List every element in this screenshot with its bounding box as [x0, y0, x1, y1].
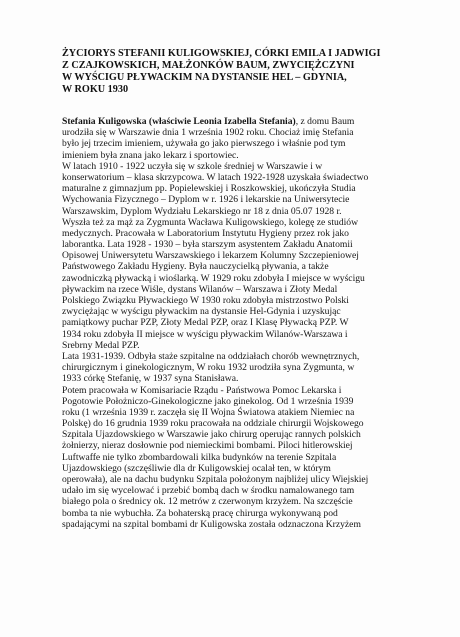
body-line: Szpitala Ujazdowskiego w Warszawie jako chirurg operując rannych polskich	[62, 429, 361, 441]
body-line: bomba ta nie wybuchła. Za bohaterską pracę chirurga wykonywaną pod	[62, 507, 338, 519]
body-line: Srebrny Medal PZP.	[62, 339, 140, 351]
lead-name: Stefania Kuligowska (właściwie Leonia Izabella Stefania)	[62, 116, 296, 127]
body-line: zawodniczką pływacką i wioślarką. W 1929 roku zdobyła I miejsce w wyścigu	[62, 272, 365, 284]
body-line: Ujazdowskiego (szczęśliwie dla dr Kuligowskiej ocalał ten, w którym	[62, 462, 331, 474]
body-line: Potem pracowała w Komisariacie Rządu - Państwowa Pomoc Lekarska i	[62, 384, 342, 396]
document-title	[62, 48, 432, 96]
body-line: Opisowej Uniwersytetu Warszawskiego i lekarzem Kolumny Szczepieniowej	[62, 250, 359, 262]
body-line: Państwowego Zakładu Hygieny. Była nauczycielką pływania, a także	[62, 261, 329, 273]
body-line: Polskiego Związku Pływackiego W 1930 roku zdobyła mistrzostwo Polski	[62, 295, 349, 306]
body-line: W latach 1910 - 1922 uczyła się w szkole średniej w Warszawie i w	[62, 160, 323, 172]
body-line: laborantka. Lata 1928 - 1930 – była starszym asystentem Zakładu Anatomii	[62, 239, 353, 251]
body-line: Luftwaffe nie tylko zbombardowali kilka budynków na terenie Szpitala	[62, 451, 337, 463]
body-line: pływackim na rzece Wiśle, dystans Wilanów – Warszawa i Złoty Medal	[62, 283, 338, 295]
body-line: medycznych. Pracowała w Laboratorium Instytutu Hygieny przez rok jako	[62, 227, 349, 239]
body-line: było jej trzecim imieniem, używała go jako pierwszego i właśnie pod tym	[62, 138, 346, 150]
body-line: chirurgicznym i ginekologicznym, W roku 1932 urodziła syna Zygmunta, w	[62, 362, 355, 374]
body-line: białego pola o średnicy ok. 12 metrów z czerwonym krzyżem. Na szczęście	[62, 496, 353, 508]
body-line: żołnierzy, nieraz dosłownie pod niemieckimi bombami. Piloci hitlerowskiej	[62, 440, 353, 452]
document-body	[62, 116, 438, 530]
body-line: 1933 córkę Stefanię, w 1937 syna Stanisława.	[62, 373, 239, 385]
body-line: operowała), ale na dachu budynku Szpitala położonym najbliżej ulicy Wiejskiej	[62, 474, 369, 485]
title-line: ŻYCIORYS STEFANII KULIGOWSKIEJ, CÓRKI EMILA I JADWIGI	[62, 48, 381, 59]
body-line: roku (1 września 1939 r. zaczęła się II Wojna Światowa atakiem Niemiec na	[62, 406, 355, 418]
body-line: 1934 roku zdobyła II miejsce w wyścigu pływackim Wilanów-Warszawa i	[62, 328, 348, 340]
body-line: zwyciężając w wyścigu pływackim na dystansie Hel-Gdynia i uzyskując	[62, 306, 341, 318]
title-line: W WYŚCIGU PŁYWACKIM NA DYSTANSIE HEL – GDYNIA,	[62, 72, 347, 83]
body-line: Polskę) do 16 grudnia 1939 roku pracowała na oddziale chirurgii Wojskowego	[62, 418, 364, 430]
body-line: pamiątkowy puchar PZP, Złoty Medal PZP, oraz I Klasę Pływacką PZP. W	[62, 317, 349, 329]
body-line: spadającymi na szpital bombami dr Kuligowska została odznaczona Krzyżem	[62, 518, 361, 530]
title-line: Z CZAJKOWSKICH, MAŁŻONKÓW BAUM, ZWYCIĘŻCZYNI	[62, 60, 355, 71]
body-line: udało im się wycelować i przebić bombą dach w środku namalowanego tam	[62, 485, 355, 497]
body-line: Lata 1931-1939. Odbyła staże szpitalne na oddziałach chorób wewnętrznych,	[62, 350, 360, 362]
body-line: Warszawskim, Dyplom Wydziału Lekarskiego nr 18 z dnia 05.07 1928 r.	[62, 205, 342, 217]
lead-line	[62, 116, 438, 127]
title-line: W ROKU 1930	[62, 84, 129, 95]
body-line: konserwatorium – klasa skrzypcowa. W latach 1922-1928 uzyskała świadectwo	[62, 171, 369, 183]
body-line: Pogotowie Położniczo-Ginekologiczne jako ginekolog. Od 1 września 1939	[62, 395, 354, 407]
body-line: urodziła się w Warszawie dnia 1 września 1902 roku. Chociaż imię Stefania	[62, 127, 354, 139]
body-line: imieniem była znana jako lekarz i sportowiec.	[62, 149, 239, 161]
body-line: Wychowania Fizycznego – Dyplom w r. 1926 i lekarskie na Uniwersytecie	[62, 194, 350, 206]
body-line: maturalne z gimnazjum pp. Popielewskiej i Roszkowskiej, ukończyła Studia	[62, 183, 356, 195]
lead-rest: , z domu Baum	[295, 116, 355, 127]
body-line: Wyszła też za mąż za Zygmunta Wacława Kuligowskiego, kolegę ze studiów	[62, 216, 359, 228]
